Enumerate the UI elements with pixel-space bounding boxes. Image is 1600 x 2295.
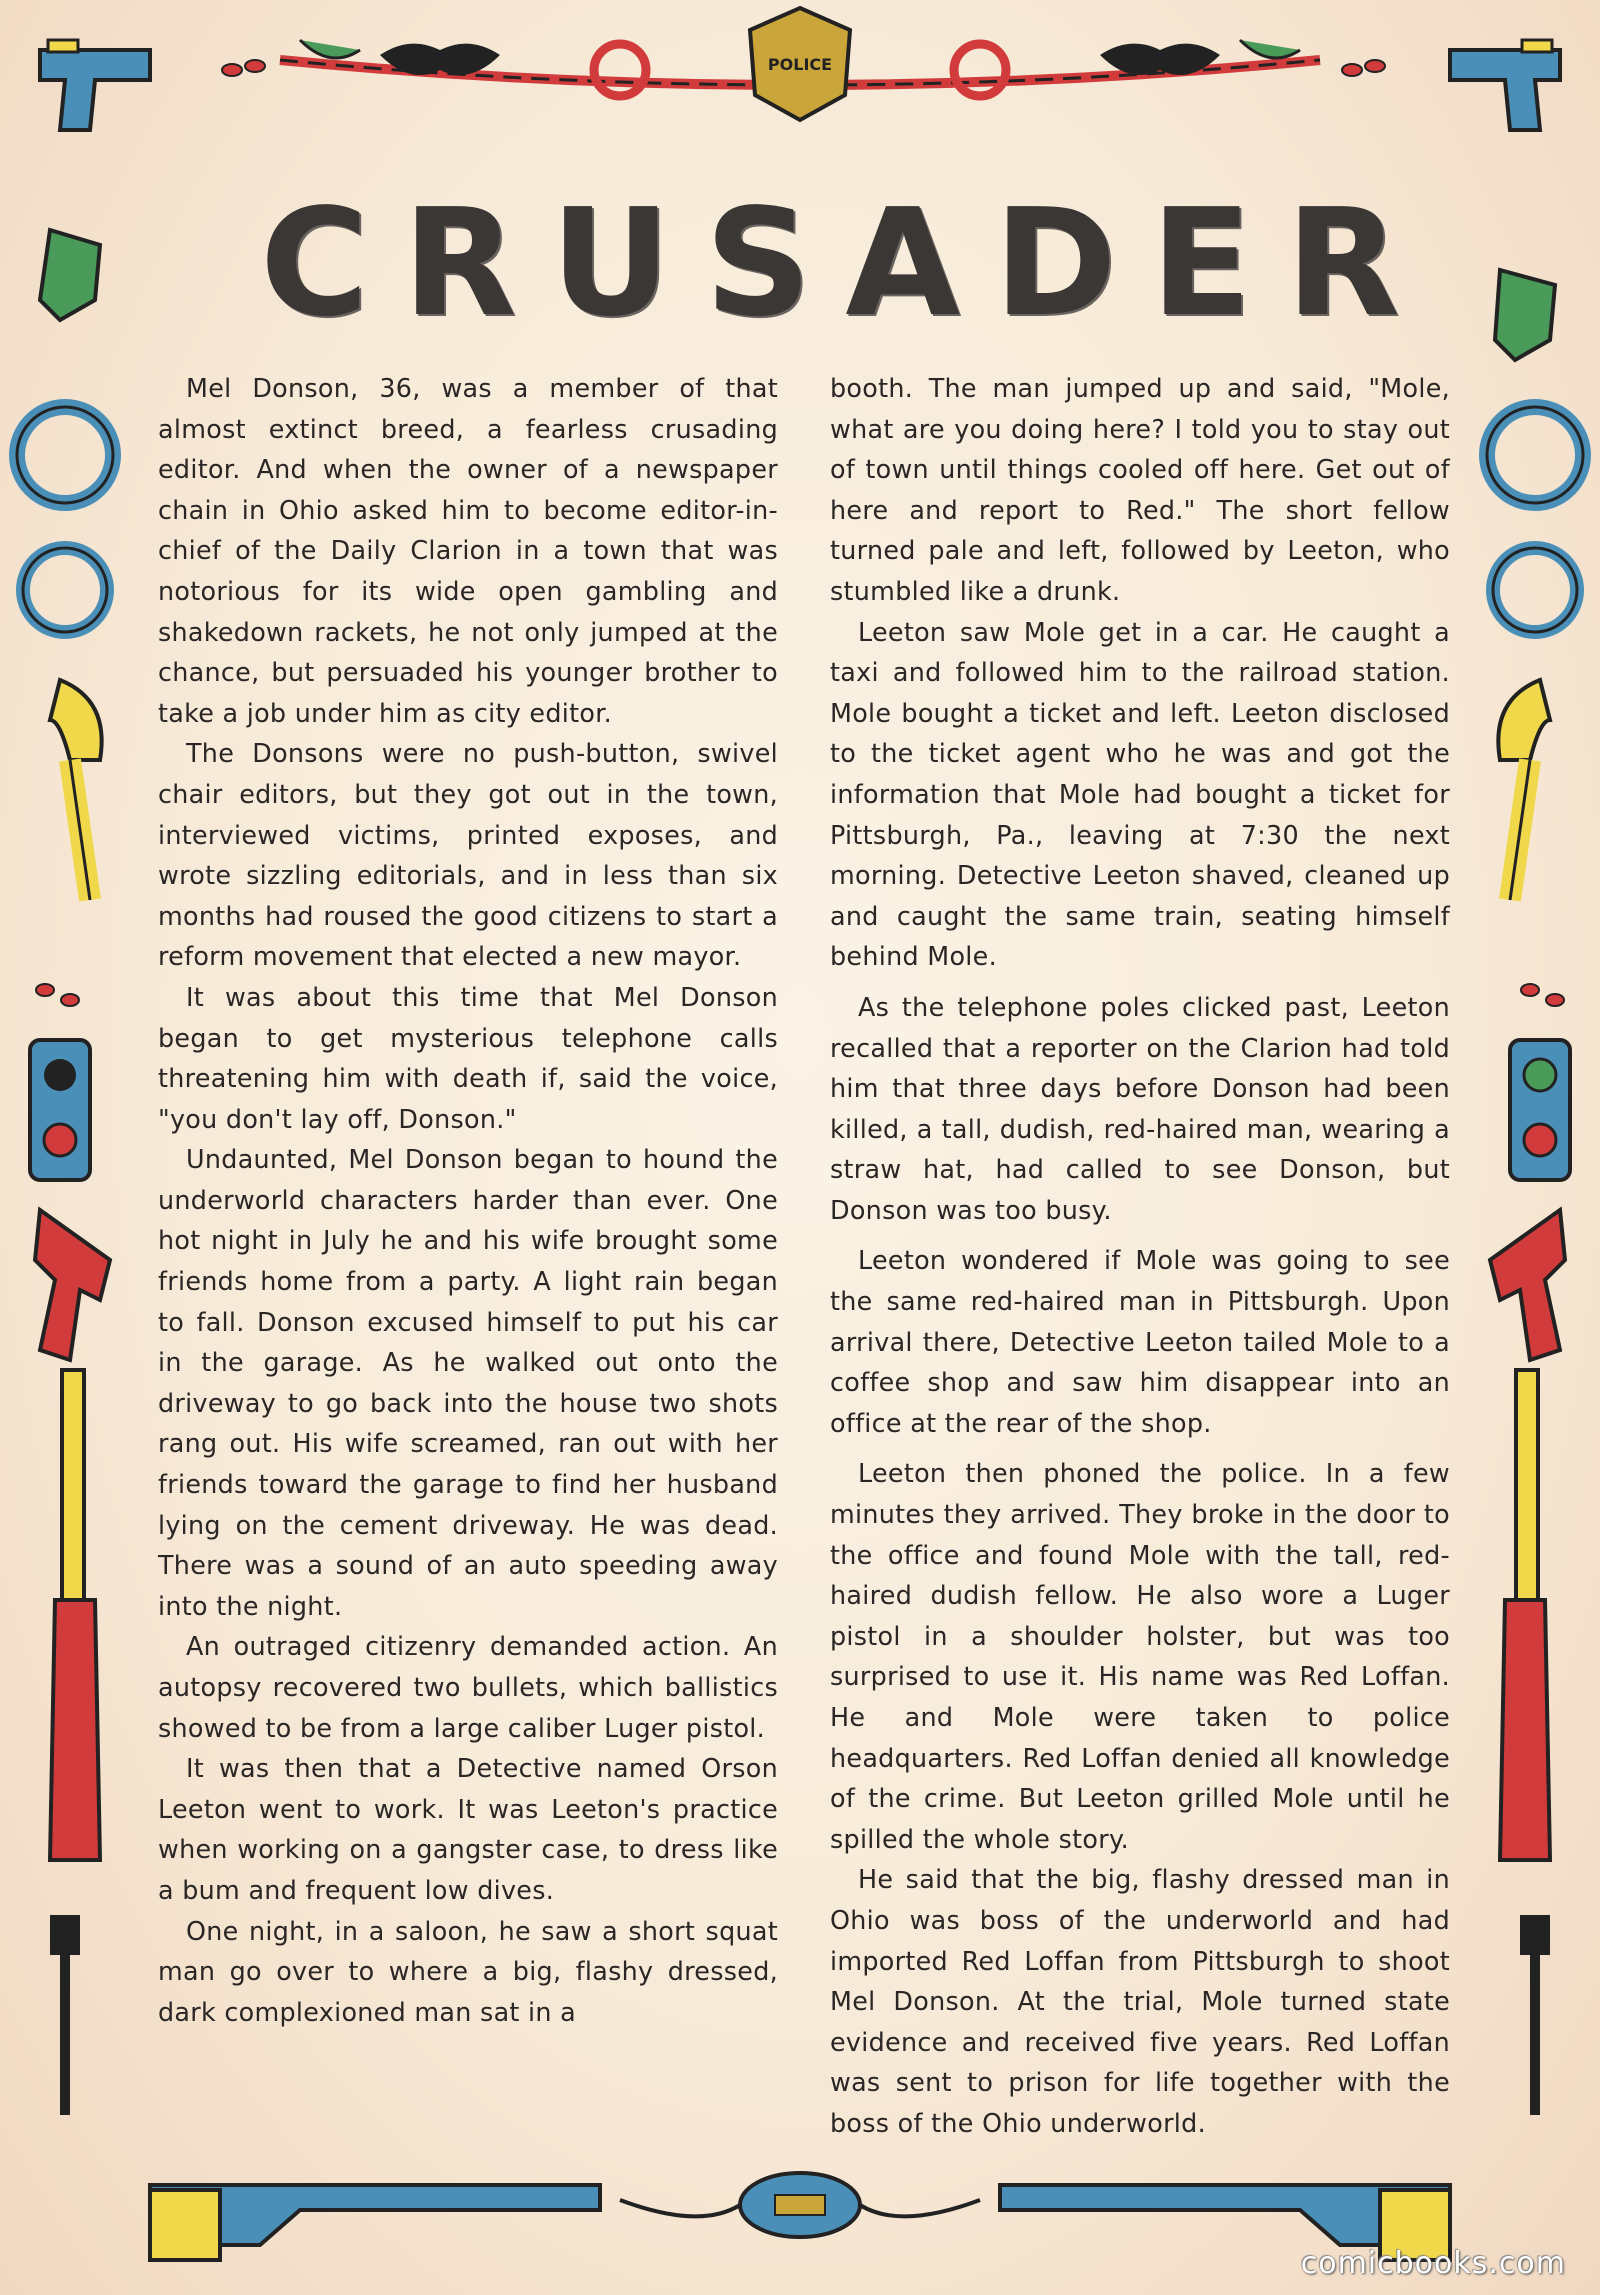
paragraph: Leeton wondered if Mole was going to see the same red-haired man in Pittsburgh. Upon arrival there, Detective Leeton tailed Mole to a coffee shop and saw him disappear into an office at the rear of the shop. — [830, 1245, 1450, 1438]
paragraph: It was about this time that Mel Donson began to get mysterious telephone calls threatening him with death if, said the voice, "you don't lay off, Donson." — [158, 981, 778, 1134]
bullet-icon — [36, 984, 79, 1006]
badge-text: POLICE — [767, 55, 833, 74]
police-badge-icon — [750, 8, 850, 120]
left-border — [0, 0, 150, 2295]
paragraph: Leeton then phoned the police. In a few minutes they arrived. They broke in the door to the office and found Mole with the tall, red-haired dudish fellow. He also wore a Luger pistol in a shoulder holster, but was too surprised to use it. His name was Red Loffan. He and Mole were taken to police headquarters. Red Loffan denied all knowledge of the crime. But Leeton grilled Mole until he spilled the whole story. — [830, 1458, 1450, 1854]
rifle-icon — [50, 1370, 100, 1860]
telephone-icon — [50, 680, 102, 900]
lamp-post-icon — [50, 1915, 80, 2115]
traffic-light-icon — [1510, 1040, 1570, 1180]
paragraph: He said that the big, flashy dressed man in Ohio was boss of the underworld and had imported Red Loffan from Pittsburgh to shoot Mel Donson. At the trial, Mole turned state evidence and received five years. Red Loffan was sent to prison for life together with the boss of the Ohio underworld. — [830, 1864, 1450, 2138]
handcuffs-icon — [1487, 407, 1583, 632]
page-title: CRUSADER — [260, 177, 1434, 349]
article-body — [158, 368, 1450, 2158]
right-border — [1450, 0, 1600, 2295]
police-badge-icon — [40, 230, 100, 320]
police-badge-icon — [1495, 270, 1555, 360]
paragraph: booth. The man jumped up and said, "Mole, what are you doing here? I told you to stay out of town until things cooled off here. Get out of here and report to Red." The short fellow turned pale and left, followed by Leeton, who stumbled like a drunk. — [830, 373, 1450, 606]
bullet-icon — [1521, 984, 1564, 1006]
article-column-right — [830, 368, 1450, 2158]
handcuffs-icon — [17, 407, 113, 632]
paragraph: Leeton saw Mole get in a car. He caught a taxi and followed him to the railroad station. Mole bought a ticket and left. Leeton disclosed to the ticket agent who he was and got the information that Mole had bought a ticket for Pittsburgh, Pa., leaving at 7:30 the next morning. Detective Leeton shaved, cleaned up and caught the same train, seating himself behind Mole. — [830, 616, 1450, 972]
paragraph: An outraged citizenry demanded action. An autopsy recovered two bullets, which ballistics showed to be from a large caliber Luger pistol. — [158, 1631, 778, 1743]
top-border — [0, 0, 1600, 170]
paragraph: Mel Donson, 36, was a member of that almost extinct breed, a fearless crusading editor. And when the owner of a newspaper chain in Ohio asked him to become editor-in-chief of the Daily Clarion in a town that was notorious for its wide open gambling and shakedown rackets, he not only jumped at the chance, but persuaded his younger brother to take a job under him as city editor. — [158, 373, 778, 728]
revolver-icon — [35, 1210, 110, 1360]
source-watermark: comicbooks.com — [1300, 2246, 1566, 2281]
paragraph: It was then that a Detective named Orson Leeton went to work. It was Leeton's practice when working on a gangster case, to dress like a bum and frequent low dives. — [158, 1753, 778, 1905]
traffic-light-icon — [30, 1040, 90, 1180]
lamp-post-icon — [1520, 1915, 1550, 2115]
shotgun-icon — [150, 2185, 600, 2260]
revolver-icon — [1490, 1210, 1565, 1360]
telephone-icon — [1498, 680, 1550, 900]
paragraph: The Donsons were no push-button, swivel chair editors, but they got out in the town, interviewed victims, printed exposes, and wrote sizzling editorials, and in less than six months had roused the good citizens to start a reform movement that elected a new mayor. — [158, 738, 778, 972]
article-column-left — [158, 368, 778, 2158]
paragraph: One night, in a saloon, he saw a short squat man go over to where a big, flashy dressed, dark complexioned man sat in a — [158, 1915, 778, 2027]
paragraph: Undaunted, Mel Donson began to hound the underworld characters harder than ever. One hot night in July he and his wife brought some friends home from a party. A light rain began to fall. Donson excused himself to put his car in the garage. As he walked out onto the driveway to go back into the house two shots rang out. His wife screamed, ran out with her friends toward the garage to find her husband lying on the cement driveway. He was dead. There was a sound of an auto speeding away into the night. — [158, 1144, 778, 1621]
rifle-icon — [1500, 1370, 1550, 1860]
police-badge-icon — [740, 2173, 860, 2237]
paragraph: As the telephone poles clicked past, Leeton recalled that a reporter on the Clarion had told him that three days before Donson had been killed, a tall, dudish, red-haired man, wearing a straw hat, had called to see Donson, but Donson was too busy. — [830, 991, 1450, 1225]
